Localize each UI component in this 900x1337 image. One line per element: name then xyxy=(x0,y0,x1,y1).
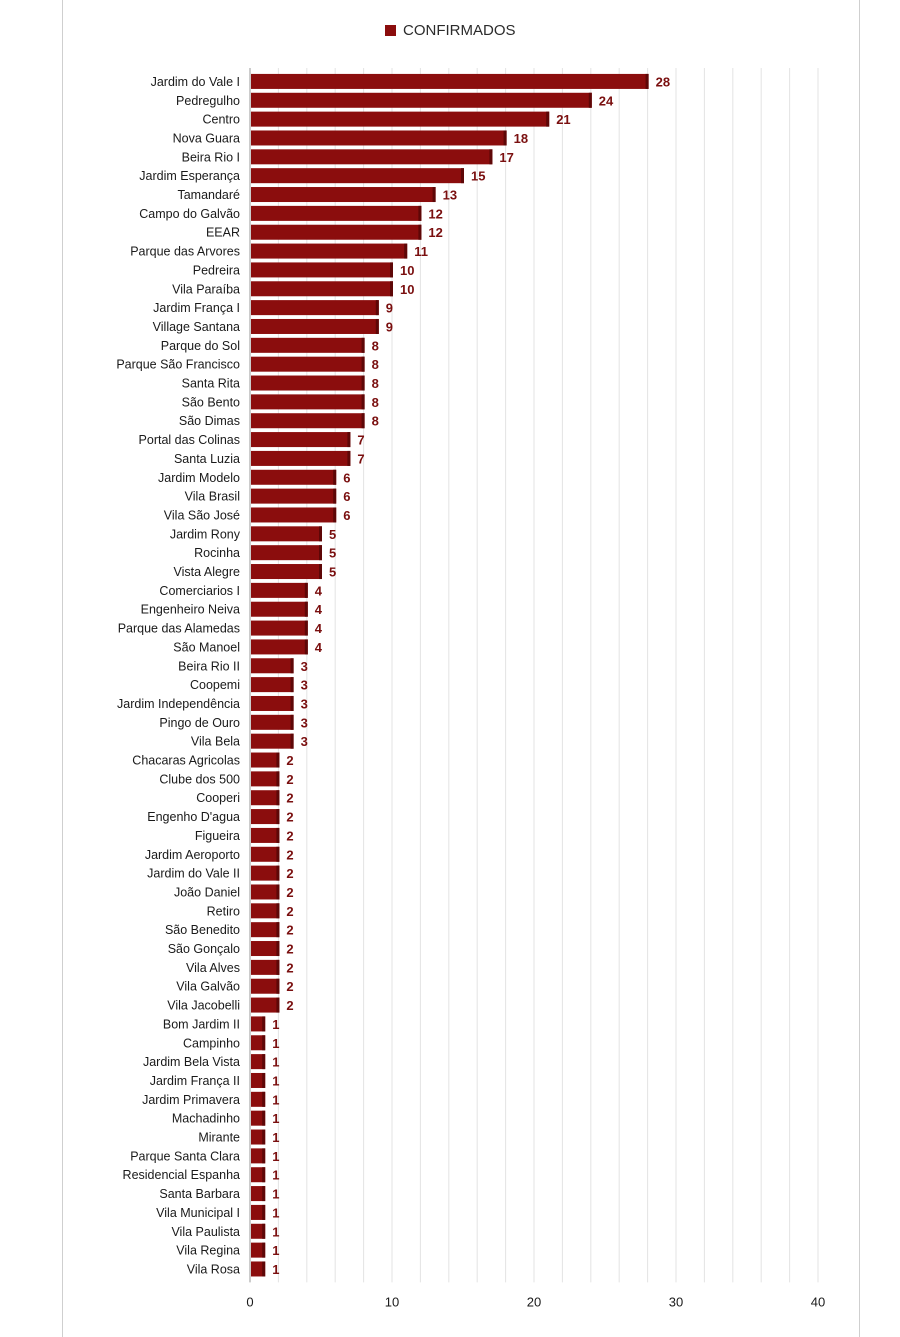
bar xyxy=(251,130,507,145)
category-label: Jardim França II xyxy=(149,1073,240,1088)
value-label: 2 xyxy=(286,922,294,938)
bar-edge xyxy=(262,1111,265,1126)
category-label: Engenho D'agua xyxy=(147,810,240,825)
value-label: 8 xyxy=(371,357,379,373)
value-label: 1 xyxy=(272,1243,280,1259)
bar xyxy=(251,470,336,485)
category-label: Jardim Modelo xyxy=(158,470,240,485)
category-label: Parque das Alamedas xyxy=(117,621,240,636)
value-label: 5 xyxy=(329,564,337,580)
category-label: Village Santana xyxy=(152,319,240,334)
value-label: 11 xyxy=(414,244,428,260)
value-label: 10 xyxy=(400,281,415,297)
bar-edge xyxy=(418,206,421,221)
category-label: EEAR xyxy=(205,225,240,240)
category-label: Vila Paraíba xyxy=(172,282,240,297)
category-label: Tamandaré xyxy=(177,188,240,203)
value-label: 1 xyxy=(272,1224,280,1240)
category-label: Vila Alves xyxy=(186,960,240,975)
value-label: 1 xyxy=(272,1016,280,1032)
bar-edge xyxy=(276,979,279,994)
category-label: Bom Jardim II xyxy=(162,1017,240,1032)
bar xyxy=(251,790,279,805)
bar xyxy=(251,847,279,862)
category-label: Figueira xyxy=(194,828,240,843)
bar-edge xyxy=(276,771,279,786)
bar-edge xyxy=(262,1054,265,1069)
value-label: 3 xyxy=(300,658,308,674)
category-label: João Daniel xyxy=(173,885,240,900)
value-label: 4 xyxy=(314,639,323,655)
category-label: Portal das Colinas xyxy=(138,433,240,448)
category-label: Santa Luzia xyxy=(173,451,240,466)
bar xyxy=(251,866,279,881)
category-label: Campo do Galvão xyxy=(139,206,240,221)
value-label: 1 xyxy=(272,1111,280,1127)
category-label: São Benedito xyxy=(164,923,240,938)
category-label: Pedregulho xyxy=(176,93,240,108)
value-label: 2 xyxy=(286,903,294,919)
value-label: 9 xyxy=(385,300,394,316)
value-label: 2 xyxy=(286,960,294,976)
value-label: 7 xyxy=(357,451,365,467)
value-label: 2 xyxy=(286,847,294,863)
bar xyxy=(251,112,549,127)
bar-edge xyxy=(276,960,279,975)
value-label: 1 xyxy=(272,1205,280,1221)
category-label: Jardim Independência xyxy=(117,696,240,711)
bar-edge xyxy=(390,262,393,277)
x-tick-label: 20 xyxy=(526,1294,542,1310)
value-label: 2 xyxy=(286,941,294,957)
category-label: Vila Municipal I xyxy=(156,1205,240,1220)
bar xyxy=(251,753,279,768)
category-label: Pingo de Ouro xyxy=(159,715,240,730)
bar xyxy=(251,526,322,541)
value-label: 8 xyxy=(371,394,379,410)
bar xyxy=(251,168,464,183)
value-label: 1 xyxy=(272,1073,280,1089)
bar xyxy=(251,658,294,673)
value-label: 9 xyxy=(385,319,394,335)
value-label: 18 xyxy=(513,130,529,146)
category-label: Coopemi xyxy=(189,678,240,693)
bar-edge xyxy=(291,658,294,673)
category-label: Parque São Francisco xyxy=(116,357,240,372)
bar-edge xyxy=(319,526,322,541)
value-label: 3 xyxy=(300,677,308,693)
value-label: 1 xyxy=(272,1054,280,1070)
value-label: 8 xyxy=(371,413,379,429)
value-label: 15 xyxy=(471,168,486,184)
category-label: Mirante xyxy=(198,1130,240,1145)
bar-edge xyxy=(262,1016,265,1031)
category-label: Centro xyxy=(202,112,240,127)
bar-edge xyxy=(276,903,279,918)
bar xyxy=(251,621,308,636)
value-label: 10 xyxy=(400,262,415,278)
legend-label: CONFIRMADOS xyxy=(403,22,516,39)
category-label: Rocinha xyxy=(194,546,240,561)
category-label: Vila Jacobelli xyxy=(167,998,240,1013)
bar-edge xyxy=(276,884,279,899)
value-label: 12 xyxy=(428,206,443,222)
value-label: 2 xyxy=(286,753,294,769)
category-label: Jardim França I xyxy=(153,301,240,316)
category-label: Chacaras Agricolas xyxy=(132,753,240,768)
bar xyxy=(251,639,308,654)
value-label: 4 xyxy=(314,621,323,637)
value-label: 1 xyxy=(272,1167,280,1183)
bar-edge xyxy=(461,168,464,183)
bar-edge xyxy=(362,413,365,428)
bar-edge xyxy=(319,545,322,560)
category-label: Cooperi xyxy=(196,791,240,806)
value-label: 2 xyxy=(286,979,294,995)
value-label: 1 xyxy=(272,1148,280,1164)
bar xyxy=(251,149,492,164)
category-label: Jardim Aeroporto xyxy=(144,847,240,862)
value-label: 4 xyxy=(314,602,323,618)
value-label: 28 xyxy=(655,74,671,90)
value-label: 1 xyxy=(272,1130,280,1146)
bar xyxy=(251,922,279,937)
bar-edge xyxy=(418,225,421,240)
category-label: Retiro xyxy=(206,904,240,919)
bar xyxy=(251,281,393,296)
bar-edge xyxy=(333,470,336,485)
bar-edge xyxy=(362,394,365,409)
value-label: 17 xyxy=(499,149,514,165)
value-label: 21 xyxy=(556,112,571,128)
value-label: 13 xyxy=(442,187,458,203)
bar-edge xyxy=(262,1224,265,1239)
bar-edge xyxy=(376,319,379,334)
bar-edge xyxy=(305,621,308,636)
category-label: Vila Regina xyxy=(176,1243,240,1258)
category-label: Comerciarios I xyxy=(159,583,240,598)
bar xyxy=(251,187,436,202)
bar-edge xyxy=(262,1130,265,1145)
bar-edge xyxy=(347,432,350,447)
category-label: São Bento xyxy=(181,395,240,410)
bar xyxy=(251,489,336,504)
bar xyxy=(251,244,407,259)
bar xyxy=(251,394,365,409)
bar-edge xyxy=(262,1073,265,1088)
bar xyxy=(251,771,279,786)
bar xyxy=(251,602,308,617)
x-tick-label: 40 xyxy=(810,1294,826,1310)
value-label: 2 xyxy=(286,866,294,882)
category-label: Vila Galvão xyxy=(176,979,240,994)
bar xyxy=(251,979,279,994)
value-label: 1 xyxy=(272,1092,280,1108)
category-label: São Dimas xyxy=(178,414,240,429)
category-label: Campinho xyxy=(183,1036,240,1051)
value-label: 6 xyxy=(343,507,351,523)
bar-edge xyxy=(276,790,279,805)
value-label: 12 xyxy=(428,225,443,241)
bar xyxy=(251,828,279,843)
bar-edge xyxy=(362,338,365,353)
category-label: Machadinho xyxy=(171,1111,240,1126)
category-label: Parque das Arvores xyxy=(130,244,240,259)
bar-edge xyxy=(262,1186,265,1201)
category-label: Nova Guara xyxy=(172,131,240,146)
bar xyxy=(251,262,393,277)
bar-edge xyxy=(262,1092,265,1107)
bar xyxy=(251,715,294,730)
value-label: 2 xyxy=(286,790,294,806)
value-label: 2 xyxy=(286,771,294,787)
value-label: 7 xyxy=(357,432,365,448)
category-label: Parque do Sol xyxy=(160,338,240,353)
bar-edge xyxy=(262,1243,265,1258)
bar-edge xyxy=(646,74,649,89)
value-label: 6 xyxy=(343,470,351,486)
bar-edge xyxy=(276,828,279,843)
category-label: Parque Santa Clara xyxy=(130,1149,240,1164)
category-label: Jardim Primavera xyxy=(142,1092,240,1107)
bar xyxy=(251,93,592,108)
bar-edge xyxy=(262,1261,265,1276)
bar-edge xyxy=(291,734,294,749)
category-label: Santa Barbara xyxy=(159,1187,240,1202)
category-label: Clube dos 500 xyxy=(159,772,240,787)
category-label: Vista Alegre xyxy=(173,565,240,580)
bar xyxy=(251,74,649,89)
value-label: 8 xyxy=(371,338,379,354)
bar-edge xyxy=(333,489,336,504)
category-label: Jardim do Vale II xyxy=(147,866,240,881)
value-label: 8 xyxy=(371,376,379,392)
bar xyxy=(251,809,279,824)
value-label: 3 xyxy=(300,715,308,731)
bar-edge xyxy=(489,149,492,164)
bar xyxy=(251,734,294,749)
bar xyxy=(251,583,308,598)
bar xyxy=(251,545,322,560)
bar-edge xyxy=(362,357,365,372)
bar xyxy=(251,319,379,334)
category-label: Vila Rosa xyxy=(186,1262,240,1277)
bar-edge xyxy=(262,1035,265,1050)
bar-edge xyxy=(404,244,407,259)
bar-edge xyxy=(276,847,279,862)
bar-edge xyxy=(376,300,379,315)
bar-edge xyxy=(546,112,549,127)
bar xyxy=(251,451,350,466)
bar-edge xyxy=(262,1148,265,1163)
category-label: Santa Rita xyxy=(181,376,240,391)
value-label: 2 xyxy=(286,884,294,900)
bar xyxy=(251,507,336,522)
value-label: 2 xyxy=(286,998,294,1014)
bar-edge xyxy=(319,564,322,579)
bar-edge xyxy=(276,922,279,937)
category-label: São Gonçalo xyxy=(167,942,240,957)
bar xyxy=(251,960,279,975)
bar-edge xyxy=(276,753,279,768)
category-label: Vila Brasil xyxy=(184,489,240,504)
category-label: Vila Bela xyxy=(190,734,240,749)
category-label: Jardim Esperança xyxy=(139,169,240,184)
value-label: 3 xyxy=(300,734,308,750)
category-label: Jardim Rony xyxy=(169,527,240,542)
bar-edge xyxy=(291,696,294,711)
value-label: 1 xyxy=(272,1035,280,1051)
bar-edge xyxy=(347,451,350,466)
value-label: 2 xyxy=(286,809,294,825)
category-label: São Manoel xyxy=(173,640,240,655)
bar-edge xyxy=(504,130,507,145)
value-label: 24 xyxy=(598,93,614,109)
category-label: Beira Rio I xyxy=(181,150,240,165)
value-label: 6 xyxy=(343,489,351,505)
bar-edge xyxy=(333,507,336,522)
value-label: 5 xyxy=(329,545,337,561)
bar xyxy=(251,432,350,447)
x-tick-label: 0 xyxy=(246,1294,254,1310)
bar xyxy=(251,884,279,899)
bar-edge xyxy=(276,866,279,881)
category-label: Engenheiro Neiva xyxy=(140,602,240,617)
value-label: 1 xyxy=(272,1261,280,1277)
bar-edge xyxy=(589,93,592,108)
bar-edge xyxy=(305,602,308,617)
bar-edge xyxy=(305,583,308,598)
bar-edge xyxy=(262,1205,265,1220)
bar-edge xyxy=(291,677,294,692)
category-label: Pedreira xyxy=(192,263,240,278)
bar-edge xyxy=(276,941,279,956)
bar xyxy=(251,941,279,956)
bar xyxy=(251,225,421,240)
bar-edge xyxy=(262,1167,265,1182)
category-label: Vila Paulista xyxy=(171,1224,240,1239)
value-label: 4 xyxy=(314,583,323,599)
value-label: 5 xyxy=(329,526,337,542)
x-tick-label: 30 xyxy=(668,1294,684,1310)
value-label: 3 xyxy=(300,696,308,712)
bar xyxy=(251,696,294,711)
bar-edge xyxy=(362,376,365,391)
category-label: Residencial Espanha xyxy=(122,1168,240,1183)
bar xyxy=(251,206,421,221)
bar-edge xyxy=(291,715,294,730)
bar-edge xyxy=(276,809,279,824)
bar xyxy=(251,998,279,1013)
bar-edge xyxy=(276,998,279,1013)
category-label: Jardim do Vale I xyxy=(150,74,240,89)
category-label: Jardim Bela Vista xyxy=(142,1055,240,1070)
bar xyxy=(251,903,279,918)
category-label: Vila São José xyxy=(163,508,240,523)
value-label: 2 xyxy=(286,828,294,844)
bar-edge xyxy=(433,187,436,202)
bar xyxy=(251,357,365,372)
bar xyxy=(251,300,379,315)
x-tick-label: 10 xyxy=(384,1294,400,1310)
bar xyxy=(251,677,294,692)
bar-edge xyxy=(305,639,308,654)
bar xyxy=(251,338,365,353)
category-label: Beira Rio II xyxy=(178,659,240,674)
bar xyxy=(251,413,365,428)
bar xyxy=(251,376,365,391)
bar xyxy=(251,564,322,579)
value-label: 1 xyxy=(272,1186,280,1202)
bar-edge xyxy=(390,281,393,296)
